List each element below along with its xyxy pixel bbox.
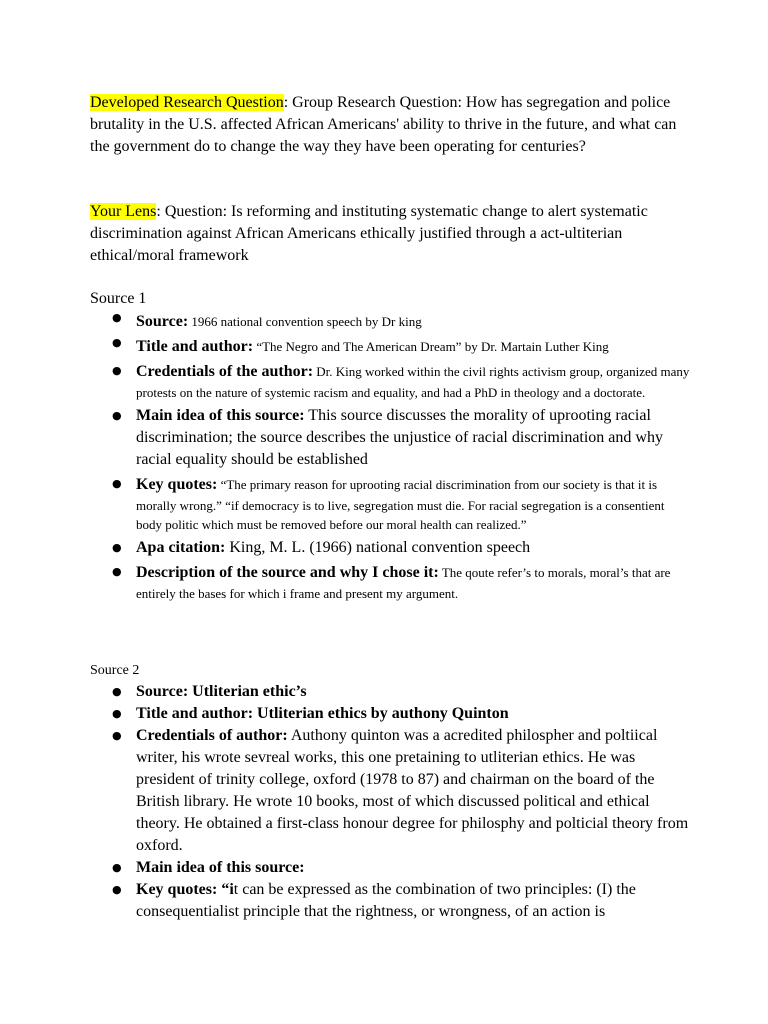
lens-question (90, 201, 690, 267)
lens-label: Your Lens (90, 203, 157, 220)
source1-list (90, 311, 690, 606)
research-question-text: : Group Research Question: How has segregation and police brutality in the U.S. affected African Americans' ability to thrive in the future, and what can the government do to change the way they have been operating for centuries? (90, 94, 677, 155)
research-question (90, 92, 690, 158)
list-item: ● Description of the source and why I chose it: The qoute refer’s to morals, moral’s that are entirely the bases for which i frame and present my argument. (90, 562, 690, 603)
list-item: ● Credentials of the author: Dr. King worked within the civil rights activism group, organized many protests on the nature of systemic racism and equality, and had a PhD in theology and a doctorate. (90, 361, 690, 402)
list-item: ● Title and author: Utliterian ethics by authony Quinton (90, 703, 690, 725)
list-item: ● Source: 1966 national convention speech by Dr king (90, 311, 690, 333)
research-question-label: Developed Research Question (90, 94, 284, 111)
list-item: ● Key quotes: “The primary reason for uprooting racial discrimination from our society is that it is morally wrong.” “if democracy is to live, segregation must die. For racial segregation is a consentient body politic which must be removed before our moral health can realized.” (90, 474, 690, 534)
lens-text: : Question: Is reforming and instituting systematic change to alert systematic discrimination against African Americans ethically justified through a act-ultiterian ethical/moral framework (90, 203, 648, 264)
list-item: ● Title and author: “The Negro and The American Dream” by Dr. Martain Luther King (90, 336, 690, 358)
list-item: ● Credentials of author: Authony quinton was a acredited philospher and poltiical writer, his wrote sevreal works, this one pretaining to utliterian ethics. He was president of trinity college, oxford (1978 to 87) and chairman on the board of the British library. He wrote 10 books, most of which discussed political and ethical theory. He obtained a first-class honour degree for philosphy and polticial theory from oxford. (90, 725, 690, 857)
list-item: ● Apa citation: King, M. L. (1966) national convention speech (90, 537, 690, 559)
list-item: ● Main idea of this source: (90, 857, 690, 879)
list-item: ● Key quotes: “it can be expressed as the combination of two principles: (I) the consequentialist principle that the rightness, or wrongness, of an action is (90, 879, 690, 923)
source1-heading: Source 1 (90, 290, 147, 307)
list-item: ● Main idea of this source: This source discusses the morality of uprooting racial discrimination; the source describes the unjustice of racial discrimination and why racial equality should be established (90, 405, 690, 471)
list-item: ● Source: Utliterian ethic’s (90, 681, 690, 703)
source2-heading: Source 2 (90, 663, 140, 678)
source2-list (90, 681, 690, 923)
